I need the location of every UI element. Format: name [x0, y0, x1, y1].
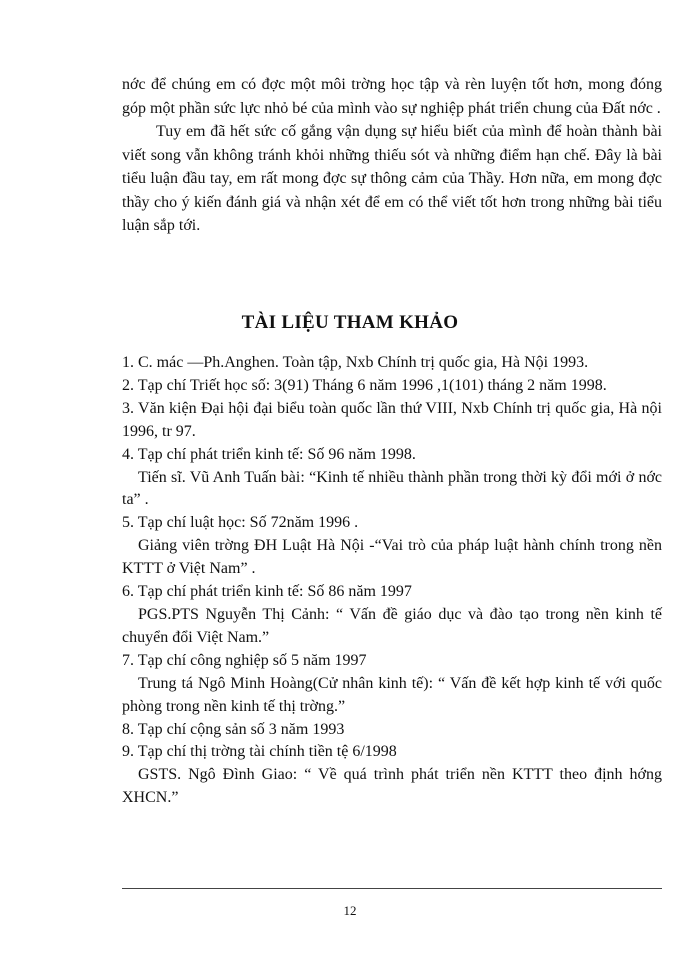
reference-subitem: Tiến sĩ. Vũ Anh Tuấn bài: “Kinh tế nhiều thành phần trong thời kỳ đổi mới ở nớc ta” .	[122, 468, 662, 509]
reference-item: 1. C. mác —Ph.Anghen. Toàn tập, Nxb Chính trị quốc gia, Hà Nội 1993.	[122, 354, 589, 371]
reference-subitem: PGS.PTS Nguyễn Thị Cảnh: “ Vấn đề giáo dục và đào tạo trong nền kinh tế chuyển đổi Việt Nam.”	[122, 605, 662, 646]
reference-item: 9. Tạp chí thị trờng tài chính tiền tệ 6/1998	[122, 743, 397, 761]
reference-subitem: GSTS. Ngô Đình Giao: “ Về quá trình phát triển nền KTTT theo định hớng XHCN.”	[122, 766, 662, 807]
paragraph: Tuy em đã hết sức cố gắng vận dụng sự hiểu biết của mình để hoàn thành bài viết song vẫn không tránh khỏi những thiếu sót và những điểm hạn chế. Đây là bài tiểu luận đầu tay, em rất mong đợc sự thông cảm của Thầy. Hơn nữa, em mong đợc thầy cho ý kiến đánh giá và nhận xét để em có thể viết tốt hơn trong những bài tiểu luận sắp tới.	[122, 123, 662, 234]
reference-item: 2. Tạp chí Triết học số: 3(91) Tháng 6 năm 1996 ,1(101) tháng 2 năm 1998.	[122, 376, 607, 394]
page-number: 12	[343, 903, 357, 918]
reference-item: 7. Tạp chí công nghiệp số 5 năm 1997	[122, 651, 367, 669]
reference-item: 6. Tạp chí phát triển kinh tế: Số 86 năm 1997	[122, 583, 412, 601]
body-text	[122, 73, 662, 238]
references-title: TÀI LIỆU THAM KHẢO	[241, 312, 459, 333]
references-list	[122, 352, 662, 810]
reference-item: 4. Tạp chí phát triển kinh tế: Số 96 năm 1998.	[122, 445, 416, 463]
footer-divider	[122, 888, 662, 889]
reference-subitem: Giảng viên trờng ĐH Luật Hà Nội -“Vai trò của pháp luật hành chính trong nền KTTT ở Việt Nam” .	[122, 537, 662, 578]
paragraph: nớc để chúng em có đợc một môi trờng học tập và rèn luyện tốt hơn, mong đóng góp một phần sức lực nhỏ bé của mình vào sự nghiệp phát triển chung của Đất nớc .	[122, 76, 662, 117]
reference-item: 8. Tạp chí cộng sản số 3 năm 1993	[122, 720, 345, 738]
reference-item: 3. Văn kiện Đại hội đại biểu toàn quốc lần thứ VIII, Nxb Chính trị quốc gia, Hà nội 1996, tr 97.	[122, 399, 662, 440]
reference-subitem: Trung tá Ngô Minh Hoàng(Cử nhân kinh tế): “ Vấn đề kết hợp kinh tế với quốc phòng trong nền kinh tế thị trờng.”	[122, 674, 662, 715]
reference-item: 5. Tạp chí luật học: Số 72năm 1996 .	[122, 514, 359, 532]
